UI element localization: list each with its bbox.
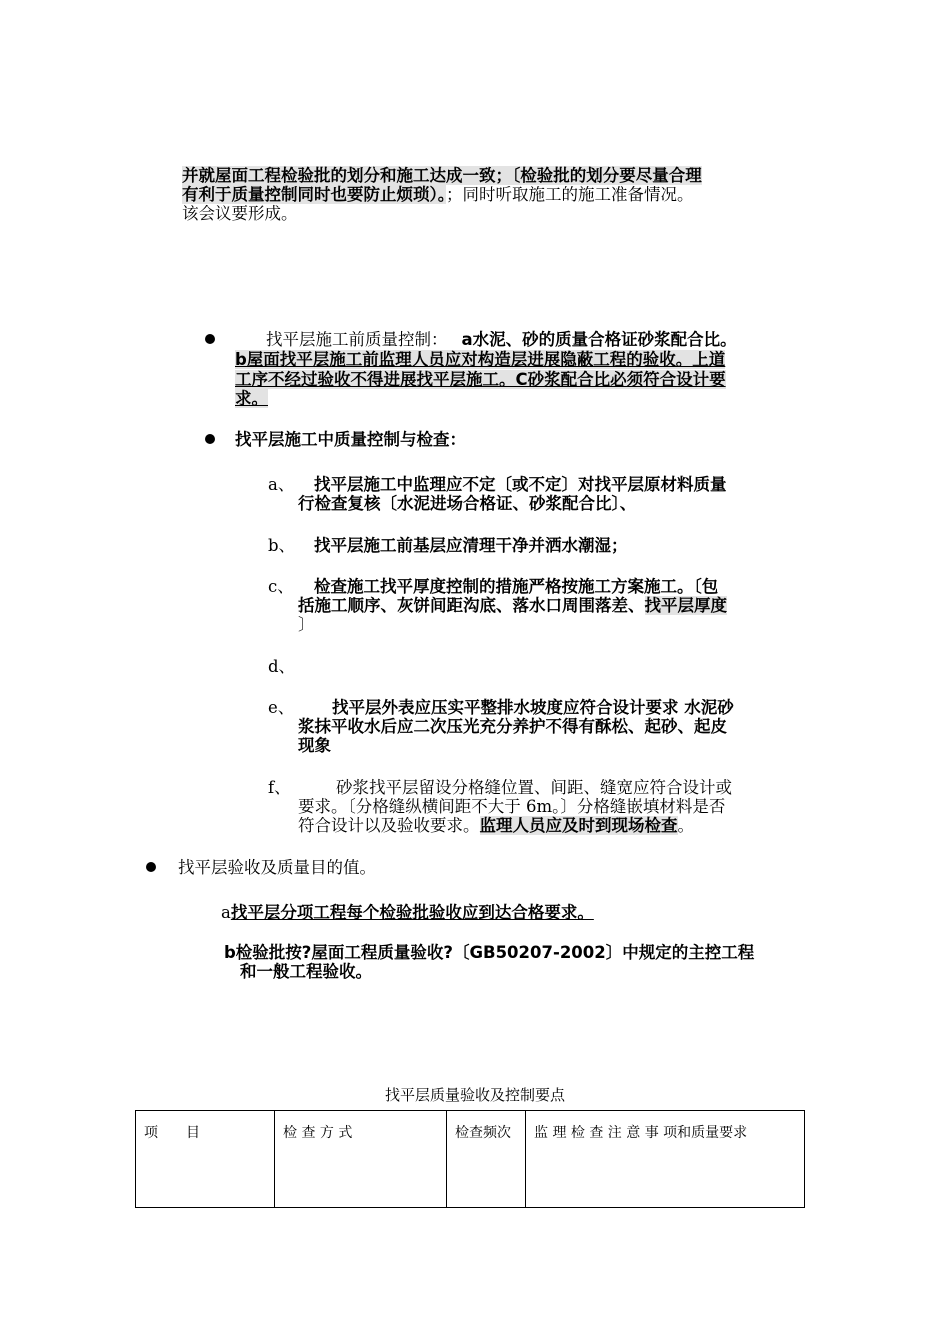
item2-e-line-3: 现象 — [298, 736, 331, 755]
item2-e-line-1: 找平层外表应压实平整排水坡度应符合设计要求 水泥砂 — [332, 698, 734, 717]
item2-c-line-1: 检查施工找平厚度控制的措施严格按施工方案施工。〔包 — [314, 577, 719, 596]
intro-line-3: 该会议要形成。 — [182, 204, 298, 223]
table-header-item: 项 目 — [136, 1111, 275, 1208]
item1-line-1-rest: a水泥、砂的质量合格证砂浆配合比。 — [461, 330, 737, 349]
item1-line-2: b屋面找平层施工前监理人员应对构造层进展隐蔽工程的验收。上道 — [235, 350, 726, 369]
item2-e-mark: e、 — [268, 698, 295, 717]
item2-b-mark: b、 — [268, 536, 296, 555]
item2-b-line-1: 找平层施工前基层应清理干净并洒水潮湿； — [314, 536, 628, 555]
item2-c-line-2-highlight: 找平层厚度 — [644, 596, 727, 615]
item2-e-line-2: 浆抹平收水后应二次压光充分养护不得有酥松、起砂、起皮 — [298, 717, 727, 736]
table-header-method: 检 查 方 式 — [275, 1111, 447, 1208]
item3-a-prefix: a — [221, 903, 231, 922]
item1-line-1 — [266, 330, 737, 349]
item2-label: 找平层施工中质量控制与检查： — [235, 430, 466, 449]
item3-a-text: 找平层分项工程每个检验批验收应到达合格要求。 — [230, 903, 594, 922]
item3-label: 找平层验收及质量目的值。 — [178, 858, 376, 877]
item3-a-line — [221, 903, 594, 922]
item2-f-mark: f、 — [268, 778, 291, 797]
item2-c-line-3: 〕 — [298, 615, 315, 634]
intro-line-2-bold: 有利于质量控制同时也要防止烦琐）。 — [182, 185, 446, 204]
intro-line-2 — [182, 185, 694, 204]
bullet-icon — [146, 862, 156, 872]
item2-f-line-2: 要求。〔分格缝纵横间距不大于 6m。〕分格缝嵌填材料是否 — [298, 797, 726, 816]
bullet-icon — [205, 334, 215, 344]
item1-label: 找平层施工前质量控制： — [266, 330, 448, 349]
item2-a-line-2: 行检查复核〔水泥进场合格证、砂浆配合比〕、 — [298, 494, 637, 513]
inspection-table — [135, 1110, 805, 1208]
item2-a-line-1: 找平层施工中监理应不定〔或不定〕对找平层原材料质量 — [314, 475, 727, 494]
intro-line-2-rest: ；同时听取施工的施工准备情况。 — [446, 185, 694, 204]
table-header-frequency: 检查频次 — [447, 1111, 526, 1208]
item2-d-mark: d、 — [268, 657, 296, 676]
item3-b-line-2: 和一般工程验收。 — [240, 962, 372, 981]
intro-line-1: 并就屋面工程检验批的划分和施工达成一致；〔检验批的划分要尽量合理 — [182, 166, 702, 185]
item3-b-line-1: b检验批按?屋面工程质量验收?〔GB50207-2002〕中规定的主控工程 — [224, 943, 755, 962]
item2-c-line-2-text: 括施工顺序、灰饼间距沟底、落水口周围落差、 — [298, 596, 645, 615]
bullet-icon — [205, 434, 215, 444]
item2-f-line-3-end: 。 — [677, 816, 694, 835]
item2-c-mark: c、 — [268, 577, 294, 596]
item2-f-line-3-text: 符合设计以及验收要求。 — [298, 816, 480, 835]
item2-f-line-3-highlight: 监理人员应及时到现场检查 — [479, 816, 678, 835]
table-header-requirements: 监 理 检 查 注 意 事 项和质量要求 — [526, 1111, 805, 1208]
item2-c-line-2 — [298, 596, 727, 615]
item2-f-line-1: 砂浆找平层留设分格缝位置、间距、缝宽应符合设计或 — [336, 778, 732, 797]
table-header-row — [136, 1111, 805, 1208]
item1-line-3: 工序不经过验收不得进展找平层施工。C砂浆配合比必须符合设计要 — [235, 370, 726, 389]
item2-a-mark: a、 — [268, 475, 295, 494]
item2-f-line-3 — [298, 816, 694, 835]
table-caption: 找平层质量验收及控制要点 — [384, 1086, 565, 1104]
item1-line-4: 求。 — [235, 389, 268, 408]
